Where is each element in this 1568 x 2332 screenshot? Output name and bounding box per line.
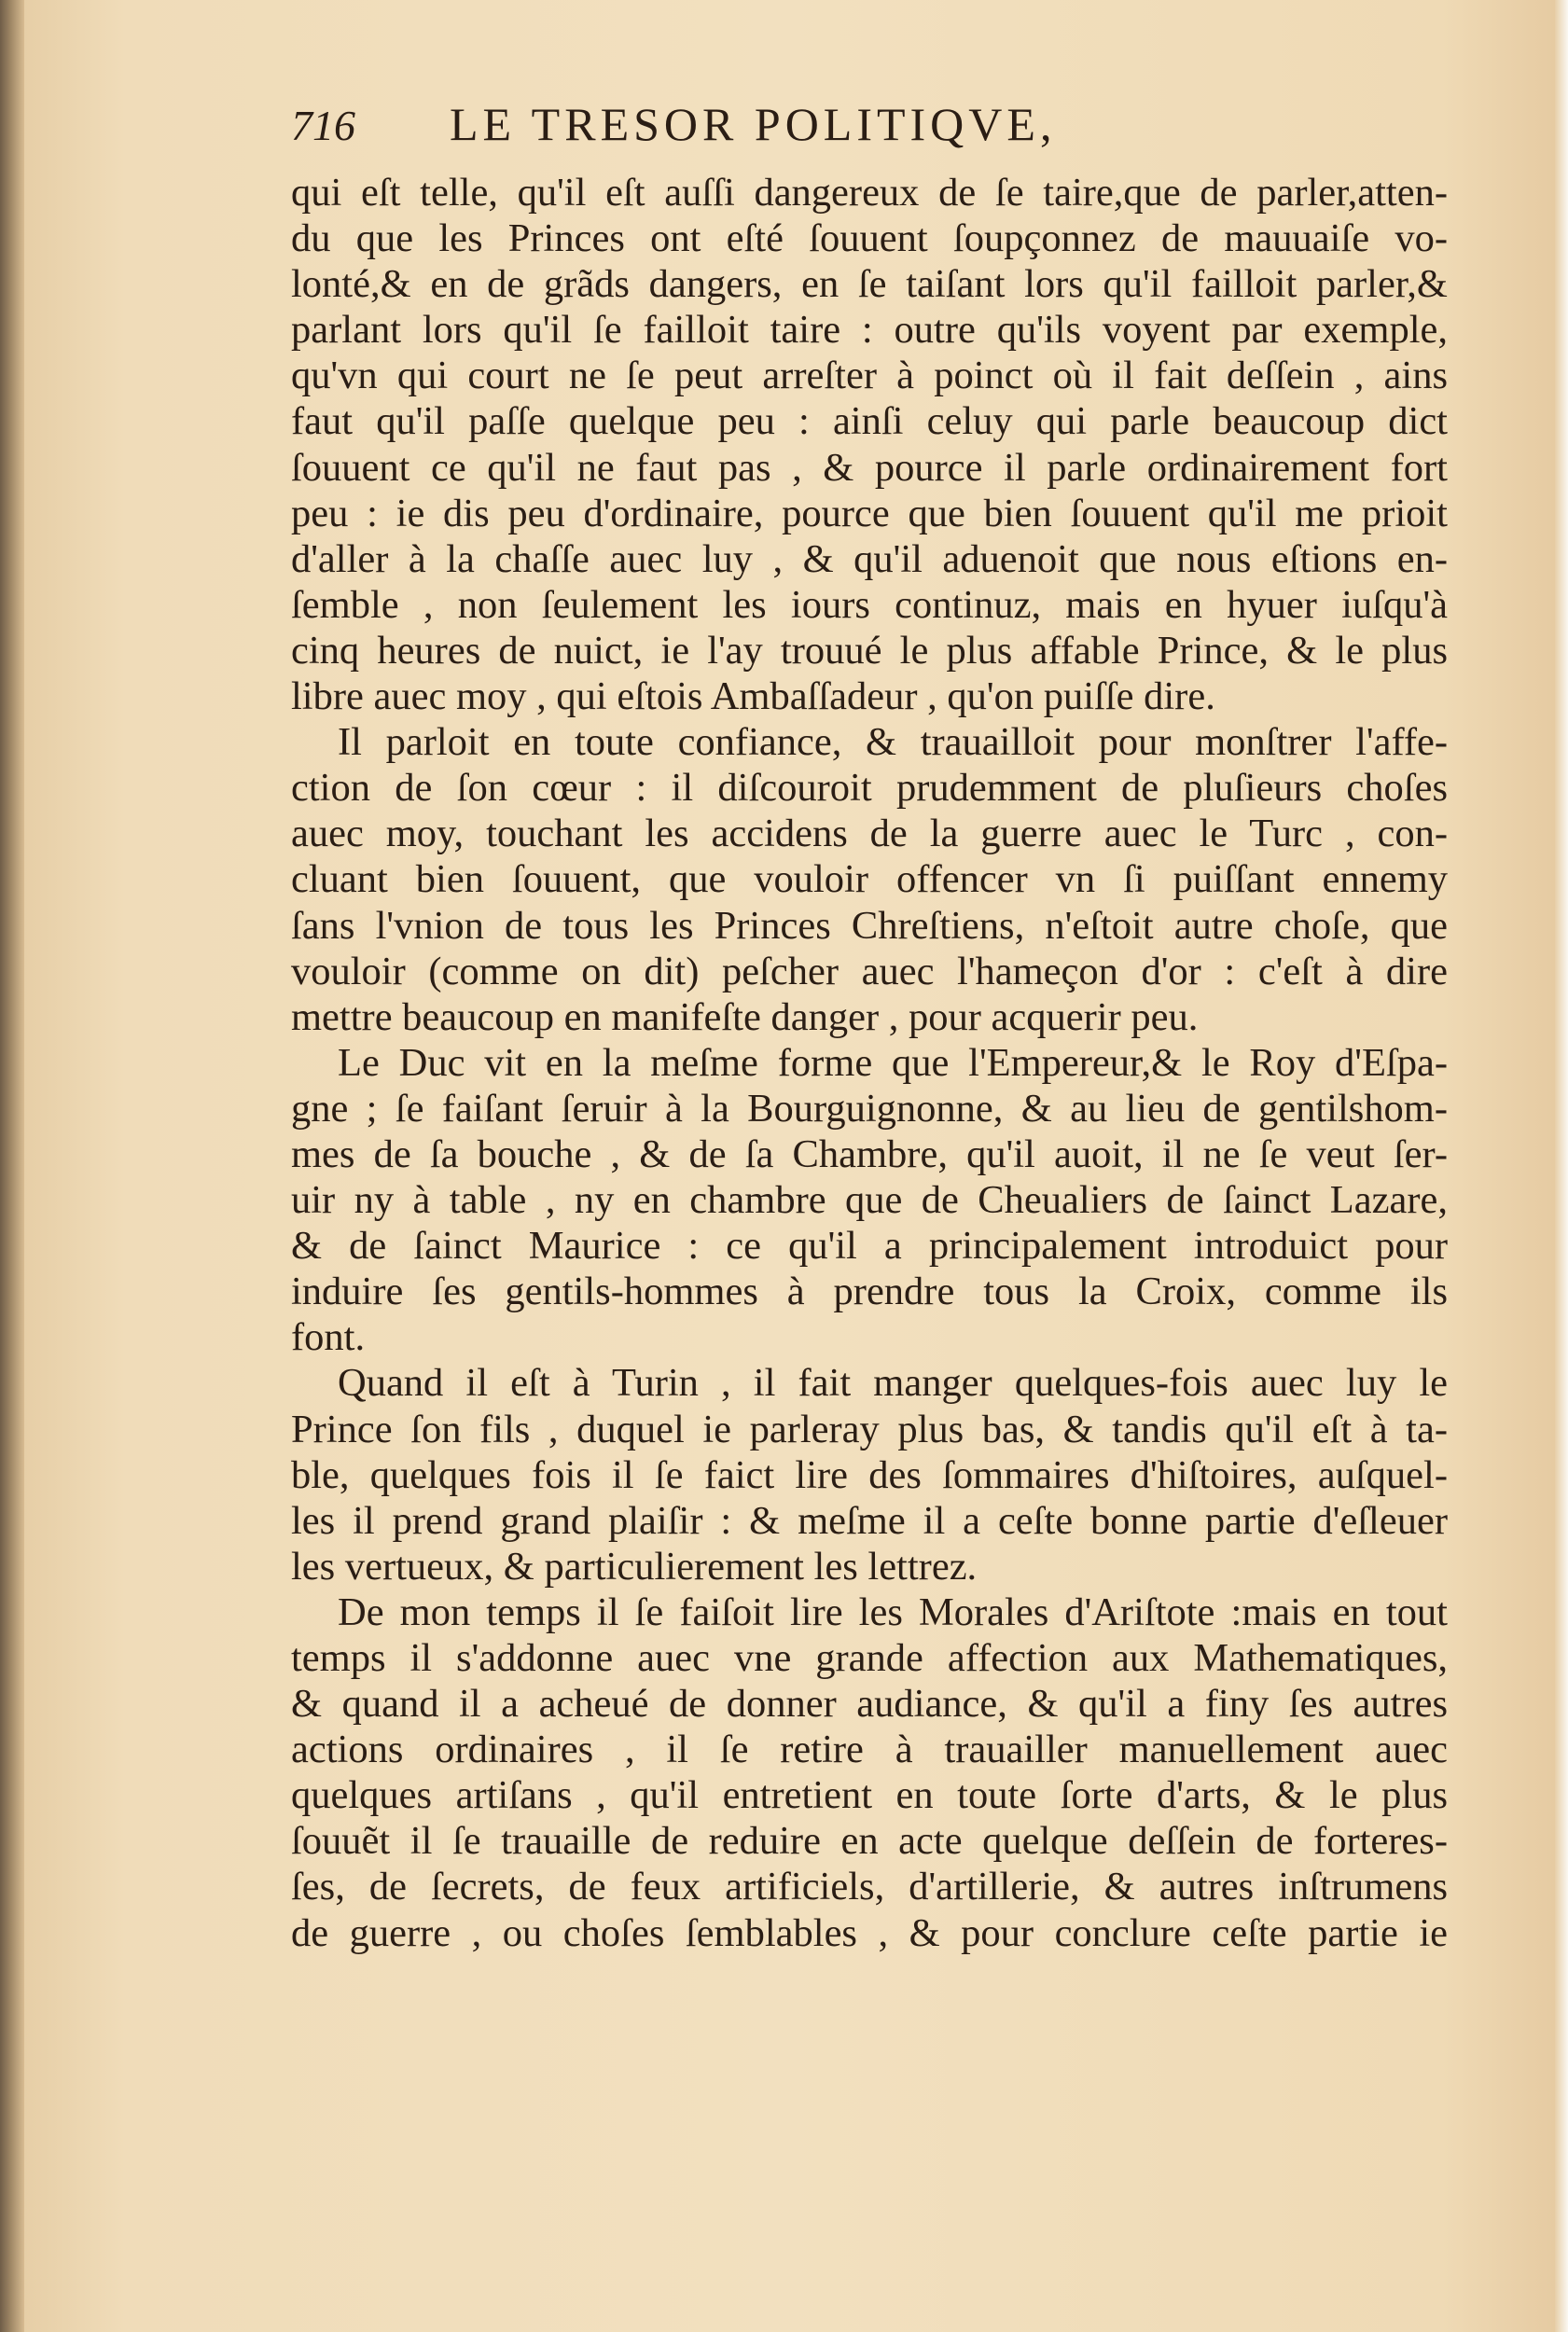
text-line: mettre beaucoup en manifeſte danger , pour acquerir peu. xyxy=(291,994,1199,1039)
paragraph-1 xyxy=(291,170,1448,719)
text-line: ble, quelques fois il ſe faict lire des ſommaires d'hiſtoires, auſquel- xyxy=(291,1452,1448,1497)
text-line: les il prend grand plaiſir : & meſme il a ceſte bonne partie d'eſleuer xyxy=(291,1498,1448,1543)
text-line: de guerre , ou choſes ſemblables , & pour conclure ceſte partie ie xyxy=(291,1910,1448,1955)
text-line: ſouuẽt il ſe trauaille de reduire en acte quelque deſſein de forteres- xyxy=(291,1819,1448,1864)
text-line: ſans l'vnion de tous les Princes Chreſtiens, n'eſtoit autre choſe, que xyxy=(291,903,1448,948)
text-line: parlant lors qu'il ſe failloit taire : outre qu'ils voyent par exemple, xyxy=(291,308,1448,353)
text-line: cinq heures de nuict, ie l'ay trouué le plus affable Prince, & le plus xyxy=(291,628,1448,673)
text-line: vouloir (comme on dit) peſcher auec l'hameçon d'or : c'eſt à dire xyxy=(291,949,1448,993)
text-line: font. xyxy=(291,1315,366,1360)
text-line: les vertueux, & particulierement les lettrez. xyxy=(291,1544,978,1589)
text-line: libre auec moy , qui eſtois Ambaſſadeur , qu'on puiſſe dire. xyxy=(291,674,1215,719)
text-line: ſouuent ce qu'il ne faut pas , & pource il parle ordinairement fort xyxy=(291,445,1448,490)
text-line: auec moy, touchant les accidens de la guerre auec le Turc , con- xyxy=(291,812,1448,856)
text-line: ction de ſon cœur : il diſcouroit prudemment de pluſieurs choſes xyxy=(291,766,1448,811)
text-line: d'aller à la chaſſe auec luy , & qu'il aduenoit que nous eſtions en- xyxy=(291,536,1448,581)
text-line: gne ; ſe faiſant ſeruir à la Bourguignonne, & au lieu de gentilshom- xyxy=(291,1086,1448,1131)
text-line: quelques artiſans , qu'il entretient en toute ſorte d'arts, & le plus xyxy=(291,1773,1448,1818)
text-line: uir ny à table , ny en chambre que de Cheualiers de ſainct Lazare, xyxy=(291,1178,1448,1223)
paragraph-4 xyxy=(291,1360,1448,1589)
text-block xyxy=(291,97,1448,1956)
text-line: induire ſes gentils-hommes à prendre tous la Croix, comme ils xyxy=(291,1270,1448,1314)
page-title: LE TRESOR POLITIQVE, xyxy=(450,98,1057,150)
text-line: mes de ſa bouche , & de ſa Chambre, qu'il auoit, il ne ſe veut ſer- xyxy=(291,1131,1448,1176)
paragraph-2 xyxy=(291,719,1448,1040)
text-line: temps il s'addonne auec vne grande affection aux Mathematiques, xyxy=(291,1636,1448,1680)
text-line: lonté,& en de grãds dangers, en ſe taiſant lors qu'il failloit parler,& xyxy=(291,262,1448,307)
running-head xyxy=(291,97,1448,170)
paragraph-3 xyxy=(291,1040,1448,1361)
text-line: Quand il eſt à Turin , il fait manger quelques-fois auec luy le xyxy=(338,1361,1448,1406)
text-line: Il parloit en toute confiance, & trauailloit pour monſtrer l'affe- xyxy=(338,720,1448,765)
page-number: 716 xyxy=(291,102,355,149)
text-line: actions ordinaires , il ſe retire à trauailler manuellement auec xyxy=(291,1728,1448,1772)
text-line: qui eſt telle, qu'il eſt auſſi dangereux de ſe taire,que de parler,atten- xyxy=(291,171,1448,215)
text-line: cluant bien ſouuent, que vouloir offencer vn ſi puiſſant ennemy xyxy=(291,857,1448,902)
text-line: ſemble , non ſeulement les iours continuz, mais en hyuer iuſqu'à xyxy=(291,582,1448,627)
text-line: faut qu'il paſſe quelque peu : ainſi celuy qui parle beaucoup dict xyxy=(291,399,1448,444)
text-line: & quand il a acheué de donner audiance, & qu'il a finy ſes autres xyxy=(291,1682,1448,1727)
text-line: qu'vn qui court ne ſe peut arreſter à poinct où il fait deſſein , ains xyxy=(291,354,1448,398)
text-line: Le Duc vit en la meſme forme que l'Empereur,& le Roy d'Eſpa- xyxy=(338,1040,1448,1085)
text-line: Prince ſon fils , duquel ie parleray plus bas, & tandis qu'il eſt à ta- xyxy=(291,1407,1448,1451)
text-line: ſes, de ſecrets, de feux artificiels, d'artillerie, & autres inſtrumens xyxy=(291,1865,1448,1909)
text-line: & de ſainct Maurice : ce qu'il a principalement introduict pour xyxy=(291,1224,1448,1269)
paragraph-5 xyxy=(291,1589,1448,1956)
text-line: du que les Princes ont eſté ſouuent ſoupçonnez de mauuaiſe vo- xyxy=(291,216,1448,261)
text-line: De mon temps il ſe faiſoit lire les Morales d'Ariſtote :mais en tout xyxy=(338,1589,1448,1634)
text-line: peu : ie dis peu d'ordinaire, pource que bien ſouuent qu'il me prioit xyxy=(291,491,1448,535)
